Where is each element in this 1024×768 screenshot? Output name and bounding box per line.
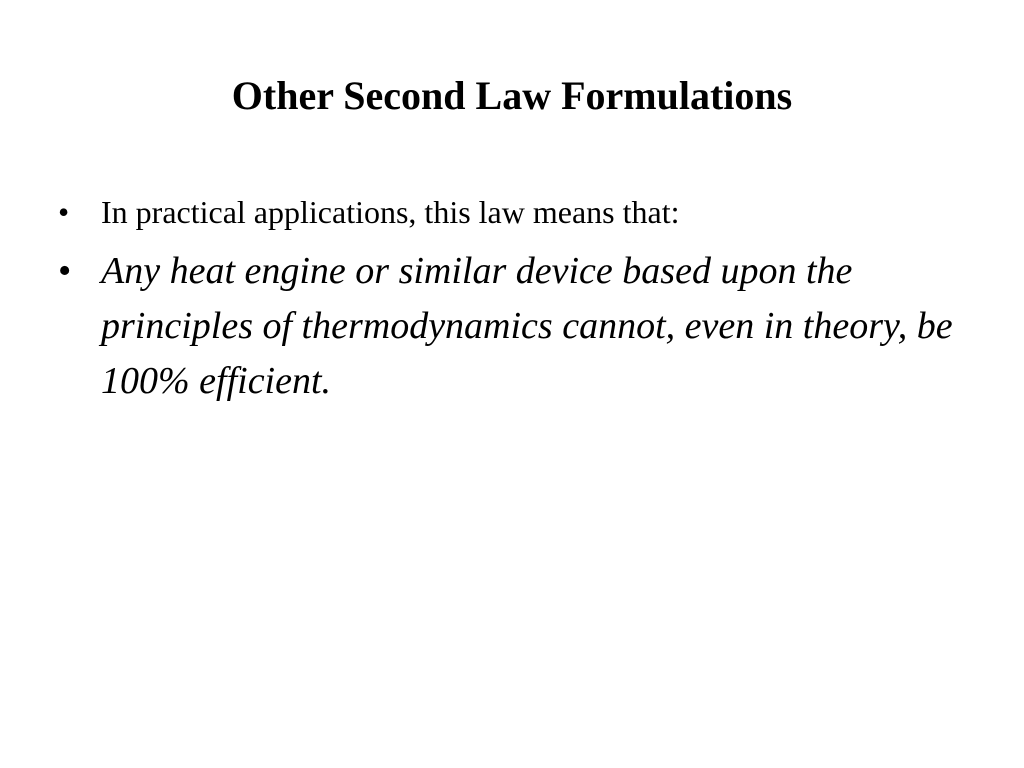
bullet-dot-icon: • [58,250,72,292]
bullet-list [58,190,978,409]
bullet-item-heat-engine-efficiency [58,244,978,409]
bullet-text: In practical applications, this law means that: [101,194,680,230]
bullet-item-practical-applications [58,190,978,234]
bullet-text: Any heat engine or similar device based upon the principles of thermodynamics cannot, even in theory, be 100% efficient. [101,250,953,402]
bullet-dot-icon: • [58,194,70,230]
slide-title: Other Second Law Formulations [231,73,793,118]
